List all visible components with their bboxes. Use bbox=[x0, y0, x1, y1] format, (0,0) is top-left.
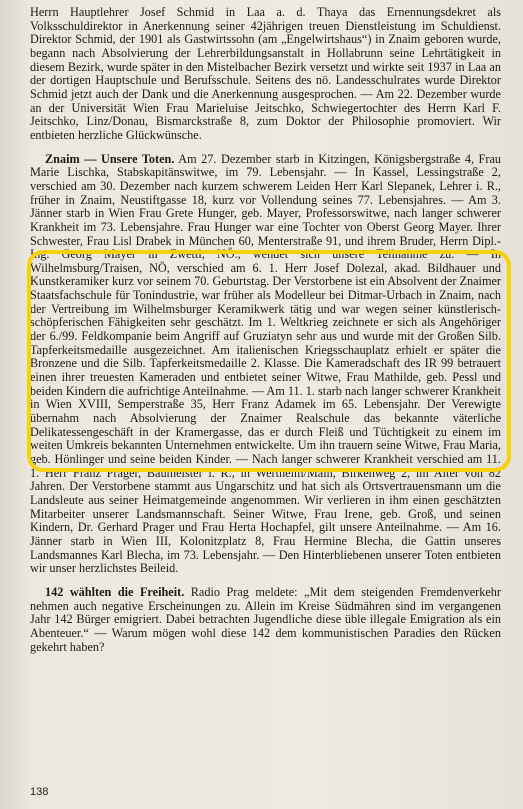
section-body: Radio Prag meldete: „Mit dem steigenden Fremdenverkehr nehmen auch negative Erscheinungen zu. Allein im Kreise Südmähren sind im vergangenen Jahr 142 Bürger emigriert. Dabei betrachten Jugendliche diese üble illegale Emigration als ein Abenteuer.“ — Warum mögen wohl diese 142 dem kommunistischen Paradies den Rücken gekehrt haben? bbox=[30, 584, 501, 654]
obituaries-section bbox=[30, 153, 501, 576]
article-paragraph: Herrn Hauptlehrer Josef Schmid in Laa a. d. Thaya das Ernennungsdekret als Volksschuldirektor in Anerkennung seiner 42jährigen treuen Dienstleistung im Schuldienst. Direktor Schmid, der 1901 als Gastwirtssohn (am „Engelwirtshaus“) in Znaim geboren wurde, begann nach Absolvierung der Lehrerbildungsanstalt in Hollabrunn seine Lehrtätigkeit in diesem Bezirk, wurde später in den Mistelbacher Bezirk versetzt und wirkte seit 1937 in Laa an der dortigen Hauptschule und Berufsschule. Seitens des nö. Landesschulrates wurde Direktor Schmid jetzt auch der Dank und die Anerkennung ausgesprochen. — Am 22. Dezember wurde an der Universität Wien Frau Marieluise Jeitschko, Schwiegertochter des Herrn Karl F. Jeitschko, Linz/Donau, Bismarckstraße 8, zum Doktor der Philosophie promoviert. Wir entbieten herzliche Glückwünsche. bbox=[30, 5, 501, 142]
section-heading: Znaim — Unsere Toten. bbox=[45, 151, 175, 166]
text-column bbox=[30, 6, 501, 654]
section-body: Am 27. Dezember starb in Kitzingen, Königsbergstraße 4, Frau Marie Lischka, Stabskapitänswitwe, im 79. Lebensjahr. — In Kassel, Lessingstraße 2, verschied am 30. Dezember nach kurzem schwerem Leiden Herr Karl Slepanek, Lehrer i. R., früher in Znaim, Neustiftgasse 18, kurz vor Vollendung seines 77. Lebensjahres. — Am 3. Jänner starb in Wien Frau Grete Hunger, geb. Mayer, Professorswitwe, nach langer schwerer Krankheit im 73. Lebensjahre. Frau Hunger war eine Tochter von Oberst Georg Mayer. Ihrer Schwester, Frau Lisl Drabek in München 60, Menterstraße 91, und ihrem Bruder, Herrn Dipl.-Ing. Georg Mayer in Zwettl, NÖ., wendet sich unsere Teilnahme zu. — In Wilhelmsburg/Traisen, NÖ, verschied am 6. 1. Herr Josef Dolezal, akad. Bildhauer und Kunstkeramiker kurz vor seinem 70. Geburtstag. Der Verstorbene ist ein Absolvent der Znaimer Staatsfachschule für Tonindustrie, war früher als Modelleur bei Ditmar-Urbach in Znaim, nach der Vertreibung im Wilhelmsburger Keramikwerk tätig und war wegen seiner künstlerisch-schöpferischen Fähigkeiten sehr geschätzt. Im 1. Weltkrieg zeichnete er sich als Angehöriger der 6./99. Feldkompanie beim Angriff auf Gruziatyn sehr aus und wurde mit der Großen Silb. Tapferkeitsmedaille ausgezeichnet. Am italienischen Kriegsschauplatz erhielt er später die Bronzene und die Silb. Tapferkeitsmedaille 2. Klasse. Die Kameradschaft des IR 99 betrauert einen ihrer treuesten Kameraden und entbietet seiner Witwe, Frau Mathilde, geb. Pessl und beiden Kindern die aufrichtige Anteilnahme. — Am 11. 1. starb nach langer schwerer Krankheit in Wien XVIII, Semperstraße 35, Herr Franz Adamek im 65. Lebensjahr. Der Verewigte übernahm nach Absolvierung der Znaimer Realschule das bekannte väterliche Delikatessengeschäft in der Kramergasse, das er durch Fleiß und Tüchtigkeit zu einem im weiten Umkreis bekannten Unternehmen entwickelte. Um ihn trauern seine Witwe, Frau Maria, geb. Hönlinger und seine beiden Kinder. — Nach langer schwerer Krankheit verschied am 11. 1. Herr Franz Prager, Baumeister i. R., in Wertheim/Main, Birkenweg 2, im Alter von 82 Jahren. Der Verstorbene stammt aus Ungarschitz und hat sich als Ortsvertrauensmann um die Landsleute aus seiner Heimatgemeinde angenommen. Wir verlieren in ihm einen geschätzten Mitarbeiter unserer Landsmannschaft. Seiner Witwe, Frau Irene, geb. Groß, und seinen Kindern, Dr. Gerhard Prager und Frau Herta Hochapfel, gilt unsere Anteilnahme. — Am 16. Jänner starb in Wien III, Kolonitzplatz 8, Frau Hermine Blecha, die Gattin unseres Landsmannes Karl Blecha, im 73. Lebensjahr. — Den Hinterbliebenen unserer Toten entbieten wir unser herzlichstes Beileid. bbox=[30, 151, 502, 576]
news-section bbox=[30, 586, 501, 654]
page-number: 138 bbox=[30, 786, 49, 798]
section-heading: 142 wählten die Freiheit. bbox=[45, 584, 185, 599]
